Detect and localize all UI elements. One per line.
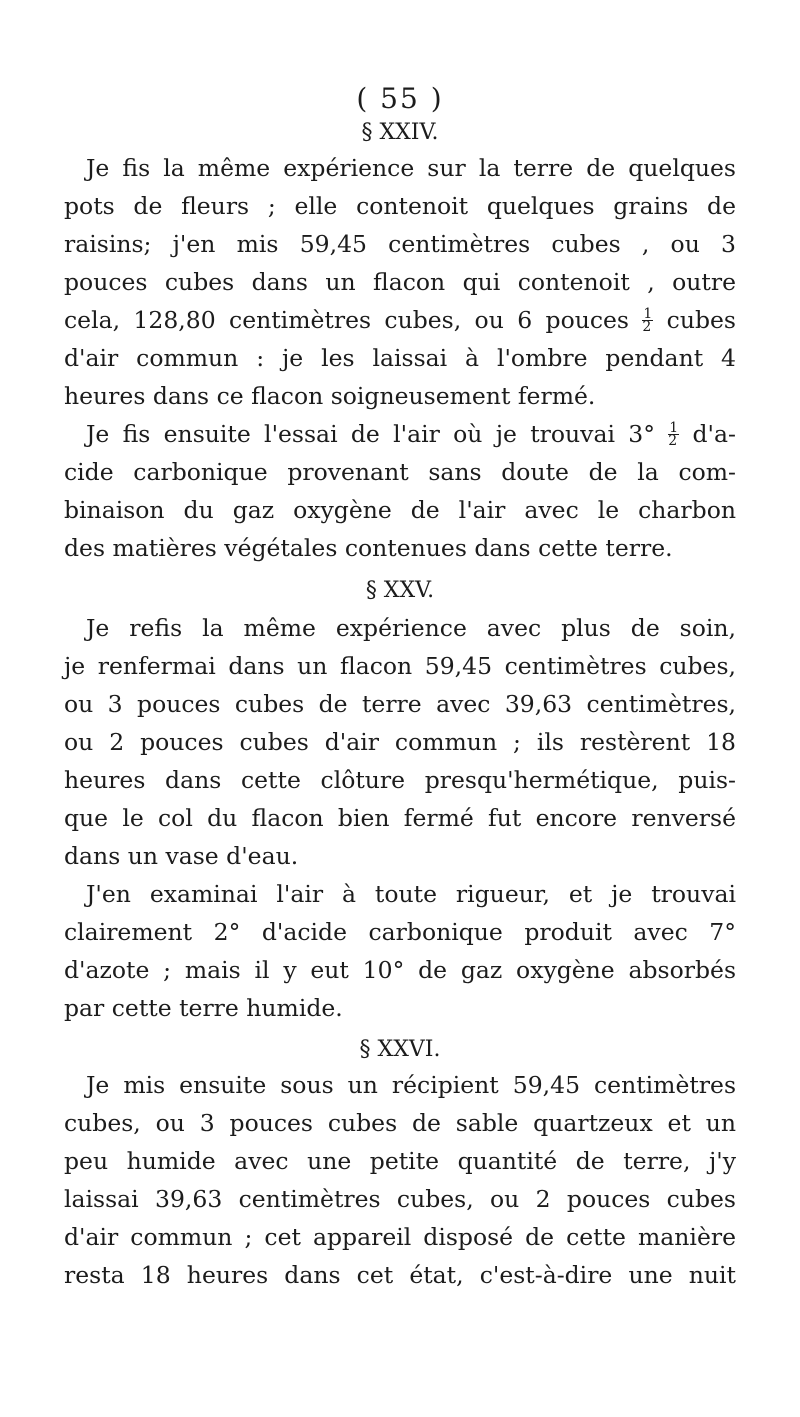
paragraph-line: Je fis la même expérience sur la terre de quelques [86, 154, 736, 182]
line-text-tail: cubes [666, 306, 736, 334]
fraction-numerator: 1 [643, 306, 653, 322]
paragraph-line: dans un vase d'eau. [64, 842, 299, 870]
paragraph-line-with-fraction [86, 419, 736, 449]
section-heading-xxiv: § XXIV. [361, 120, 439, 145]
paragraph-line: J'en examinai l'air à toute rigueur, et je trouvai [86, 880, 736, 908]
page-number: ( 55 ) [356, 82, 444, 115]
paragraph-line: raisins; j'en mis 59,45 centimètres cubes , ou 3 [64, 230, 736, 258]
paragraph-line: heures dans ce flacon soigneusement fermé. [64, 382, 596, 410]
fraction-numerator: 1 [669, 420, 679, 436]
paragraph-line: cubes, ou 3 pouces cubes de sable quartzeux et un [64, 1109, 736, 1137]
fraction-one-half [642, 308, 653, 333]
paragraph-line: ou 3 pouces cubes de terre avec 39,63 centimètres, [64, 690, 736, 718]
paragraph-line: pouces cubes dans un flacon qui contenoit , outre [64, 268, 736, 296]
paragraph-line: pots de fleurs ; elle contenoit quelques grains de [64, 192, 736, 220]
fraction-one-half [668, 422, 679, 447]
fraction-denominator: 2 [668, 433, 678, 449]
section-heading-xxv: § XXV. [365, 578, 435, 603]
paragraph-line: Je mis ensuite sous un récipient 59,45 centimètres [86, 1071, 736, 1099]
line-text: Je fis ensuite l'essai de l'air où je trouvai 3° [86, 420, 655, 448]
paragraph-line: d'azote ; mais il y eut 10° de gaz oxygène absorbés [64, 956, 736, 984]
paragraph-line: que le col du flacon bien fermé fut encore renversé [64, 804, 736, 832]
paragraph-line: des matières végétales contenues dans cette terre. [64, 534, 673, 562]
paragraph-line: d'air commun : je les laissai à l'ombre pendant 4 [64, 344, 736, 372]
paragraph-line: cide carbonique provenant sans doute de la com- [64, 458, 736, 486]
paragraph-line: heures dans cette clôture presqu'hermétique, puis- [64, 766, 736, 794]
paragraph-line: laissai 39,63 centimètres cubes, ou 2 pouces cubes [64, 1185, 736, 1213]
line-text-tail: d'a- [692, 420, 736, 448]
paragraph-line: par cette terre humide. [64, 994, 343, 1022]
section-heading-xxvi: § XXVI. [359, 1037, 441, 1062]
paragraph-line: clairement 2° d'acide carbonique produit avec 7° [64, 918, 736, 946]
line-text: cela, 128,80 centimètres cubes, ou 6 pouces [64, 306, 629, 334]
paragraph-line: binaison du gaz oxygène de l'air avec le charbon [64, 496, 736, 524]
paragraph-line: Je refis la même expérience avec plus de soin, [86, 614, 736, 642]
paragraph-line: d'air commun ; cet appareil disposé de cette manière [64, 1223, 736, 1251]
paragraph-line-with-fraction [64, 305, 736, 335]
paragraph-line: resta 18 heures dans cet état, c'est-à-dire une nuit [64, 1261, 736, 1289]
fraction-denominator: 2 [642, 319, 652, 335]
paragraph-line: je renfermai dans un flacon 59,45 centimètres cubes, [64, 652, 736, 680]
paragraph-line: peu humide avec une petite quantité de terre, j'y [64, 1147, 736, 1175]
paragraph-line: ou 2 pouces cubes d'air commun ; ils restèrent 18 [64, 728, 736, 756]
